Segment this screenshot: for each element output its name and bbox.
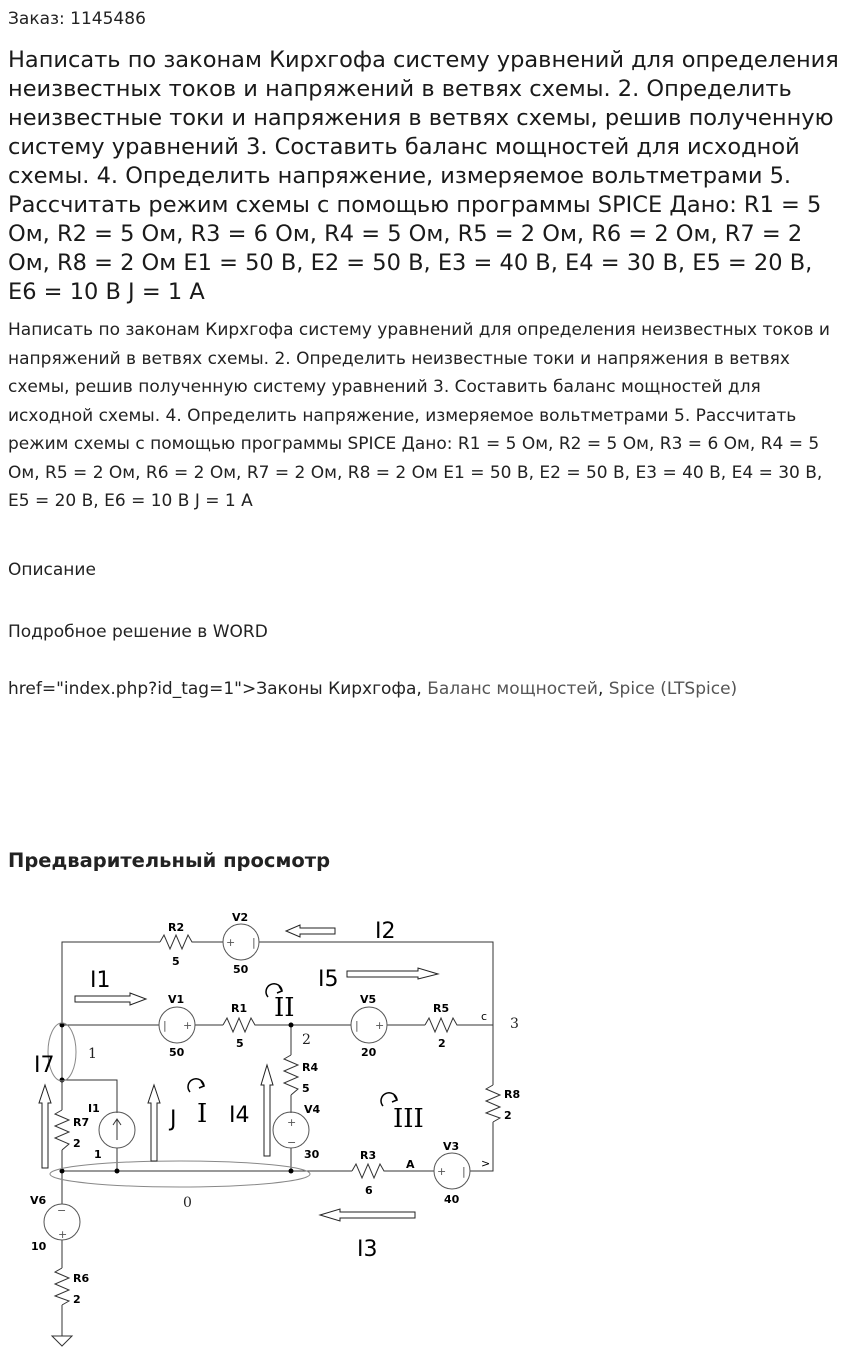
voltage-source-v4 [273,1103,321,1161]
node-a-label: A [406,1158,415,1171]
svg-text:|: | [355,1019,359,1032]
v1-value: 50 [169,1046,185,1059]
tags-separator: , [597,679,609,699]
v3-value: 40 [444,1193,460,1206]
r4-value: 5 [302,1082,310,1095]
resistor-r6 [55,1268,89,1306]
circuit-diagram [0,900,560,1360]
svg-text:+: + [375,1019,385,1032]
v4-label: V4 [304,1103,321,1116]
v5-value: 20 [361,1046,377,1059]
node-3-label: 3 [510,1016,519,1032]
resistor-r8 [486,1085,520,1122]
v2-label: V2 [232,911,249,924]
node-marker-top: c [481,1010,488,1023]
v1-label: V1 [168,993,185,1006]
description-text: Написать по законам Кирхгофа систему уравнений для определения неизвестных токов и напряжений в ветвях схемы. 2. Определить неизвестные токи и напряжения в ветвях схемы, решив полученную систему уравнений 3. Составить баланс мощностей для исходной схемы. 4. Определить напряжение, измеряемое вольтметрами 5. Рассчитать режим схемы с помощью программы SPICE Дано: R1 = 5 Ом, R2 = 5 Ом, R3 = 6 Ом, R4 = 5 Ом, R5 = 2 Ом, R6 = 2 Ом, R7 = 2 Ом, R8 = 2 Ом E1 = 50 В, E2 = 50 В, E3 = 40 В, E4 = 30 В, E5 = 20 В, E6 = 10 В J = 1 А [8,320,830,511]
detail-note: Подробное решение в WORD [8,622,268,642]
current-label-i5: I5 [318,967,339,992]
current-label-i1: I1 [90,968,111,993]
resistor-r7 [55,1110,89,1150]
current-source-i1 [88,1102,135,1161]
node-marker: > [481,1157,491,1170]
svg-text:|: | [462,1165,466,1178]
page-title: Написать по законам Кирхгофа систему уравнений для определения неизвестных токов и напряжений в ветвях схемы. 2. Определить неизвестные токи и напряжения в ветвях схемы, решив полученную систему уравнений 3. Составить баланс мощностей для исходной схемы. 4. Определить напряжение, измеряемое вольтметрами 5. Рассчитать режим схемы с помощью программы SPICE Дано: R1 = 5 Ом, R2 = 5 Ом, R3 = 6 Ом, R4 = 5 Ом, R5 = 2 Ом, R6 = 2 Ом, R7 = 2 Ом, R8 = 2 Ом E1 = 50 В, E2 = 50 В, E3 = 40 В, E4 = 30 В, E5 = 20 В, E6 = 10 В J = 1 А [8,47,839,305]
tag-link-power-balance[interactable]: Баланс мощностей [427,679,598,699]
v4-value: 30 [304,1148,320,1161]
current-label-i4: I4 [229,1103,250,1128]
svg-text:−: − [287,1136,297,1149]
r2-label: R2 [168,921,185,934]
r1-value: 5 [236,1037,244,1050]
tags-line [8,679,737,699]
order-number: Заказ: 1145486 [8,9,146,29]
r6-value: 2 [73,1293,81,1306]
node-1-label: 1 [88,1046,97,1062]
i7-arrow [39,1085,51,1168]
resistor-r1 [223,1002,258,1050]
loop-label-i: I [197,1099,208,1129]
svg-text:+: + [287,1116,297,1129]
voltage-source-v6 [30,1194,80,1253]
node-2-label: 2 [302,1032,311,1048]
ground-icon [52,1336,72,1346]
loop-label-iii: III [393,1104,424,1134]
svg-text:+: + [226,936,236,949]
loop-label-ii: II [274,993,295,1023]
r7-label: R7 [73,1116,90,1129]
current-label-j: J [170,1107,177,1132]
i2-arrow [286,925,335,937]
r3-label: R3 [360,1149,377,1162]
svg-text:+: + [437,1165,447,1178]
v3-label: V3 [443,1140,460,1153]
r8-value: 2 [504,1109,512,1122]
voltage-source-v5 [351,993,387,1059]
r7-value: 2 [73,1137,81,1150]
i1-arrow [75,993,146,1005]
r6-label: R6 [73,1272,90,1285]
i1-value: 1 [94,1148,102,1161]
i5-arrow [347,968,438,979]
v2-value: 50 [233,963,249,976]
preview-heading: Предварительный просмотр [8,849,331,872]
i3-arrow [320,1209,415,1221]
tag-link-spice[interactable]: Spice (LTSpice) [608,679,738,699]
i1-label: I1 [88,1102,100,1115]
v6-label: V6 [30,1194,47,1207]
node-0-label: 0 [183,1195,192,1211]
resistor-r5 [425,1002,461,1050]
node-0-ellipse [50,1161,310,1187]
r8-label: R8 [504,1088,521,1101]
svg-text:−: − [57,1204,67,1217]
r1-label: R1 [231,1002,248,1015]
v5-label: V5 [360,993,377,1006]
current-label-i3: I3 [357,1237,378,1262]
svg-text:|: | [252,936,256,949]
current-label-i7: I7 [34,1053,55,1078]
v6-value: 10 [31,1240,47,1253]
r3-value: 6 [365,1184,373,1197]
resistor-r4 [284,1055,318,1095]
r5-label: R5 [433,1002,450,1015]
voltage-source-v1 [159,993,195,1059]
r2-value: 5 [172,955,180,968]
current-label-i2: I2 [375,919,396,944]
tags-prefix: href="index.php?id_tag=1">Законы Кирхгофа, [8,679,428,699]
resistor-r2 [160,921,196,968]
r5-value: 2 [438,1037,446,1050]
resistor-r3 [352,1149,388,1197]
i4-arrow [261,1065,273,1156]
svg-text:+: + [58,1228,68,1241]
voltage-source-v2 [223,911,259,976]
svg-text:+: + [183,1019,193,1032]
voltage-source-v3 [434,1140,470,1206]
description-label: Описание [8,560,96,580]
r4-label: R4 [302,1061,319,1074]
svg-text:|: | [163,1019,167,1032]
j-arrow [148,1085,160,1161]
